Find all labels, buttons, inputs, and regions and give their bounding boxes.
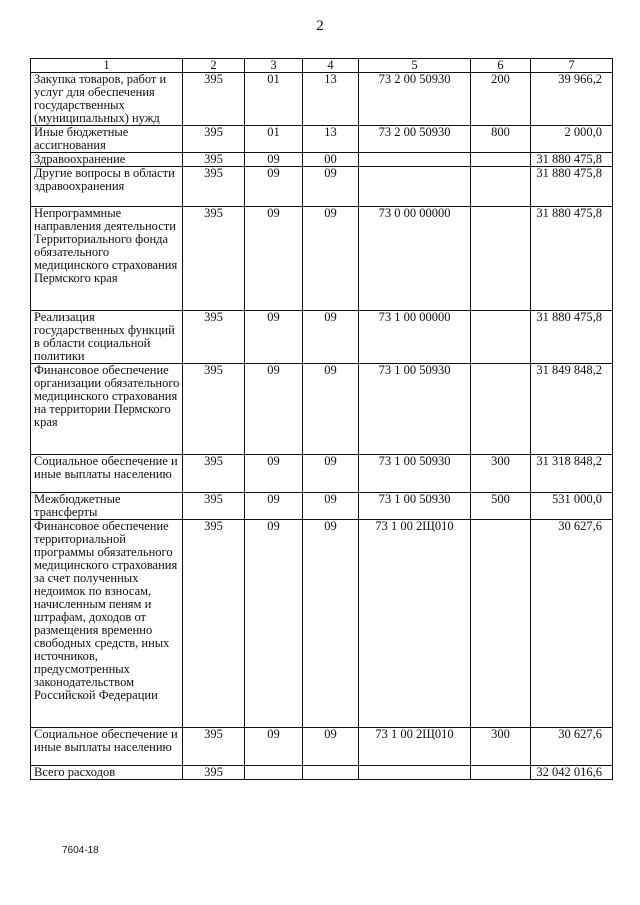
row-amount-cell: 39 966,2: [531, 73, 613, 126]
column-header: 2: [183, 59, 245, 73]
row-amount-cell: 30 627,6: [531, 520, 613, 728]
table-row: [31, 73, 613, 126]
row-code-cell: 395: [183, 520, 245, 728]
row-amount-cell: 31 318 848,2: [531, 455, 613, 493]
column-header: 7: [531, 59, 613, 73]
row-section-cell: 09: [245, 493, 303, 520]
row-expense-type-cell: [471, 364, 531, 455]
row-expense-type-cell: 300: [471, 728, 531, 766]
row-amount-cell: 31 880 475,8: [531, 153, 613, 167]
row-target-article-cell: [359, 766, 471, 780]
row-code-cell: 395: [183, 73, 245, 126]
table-row: [31, 766, 613, 780]
row-code-cell: 395: [183, 728, 245, 766]
table-row: [31, 207, 613, 311]
row-code-cell: 395: [183, 455, 245, 493]
table-row: [31, 311, 613, 364]
table-row: [31, 126, 613, 153]
row-expense-type-cell: [471, 167, 531, 207]
row-expense-type-cell: 300: [471, 455, 531, 493]
row-amount-cell: 31 880 475,8: [531, 207, 613, 311]
row-section-cell: 09: [245, 455, 303, 493]
row-subsection-cell: 09: [303, 167, 359, 207]
row-code-cell: 395: [183, 126, 245, 153]
row-section-cell: 09: [245, 207, 303, 311]
row-name-cell: Здравоохранение: [31, 153, 183, 167]
table-body: [31, 73, 613, 780]
column-header: 6: [471, 59, 531, 73]
row-target-article-cell: [359, 153, 471, 167]
row-amount-cell: 30 627,6: [531, 728, 613, 766]
column-header: 3: [245, 59, 303, 73]
row-code-cell: 395: [183, 153, 245, 167]
row-target-article-cell: 73 1 00 2Щ010: [359, 728, 471, 766]
table-row: [31, 153, 613, 167]
row-amount-cell: 31 880 475,8: [531, 167, 613, 207]
table-header-row: [31, 59, 613, 73]
row-amount-cell: 31 880 475,8: [531, 311, 613, 364]
row-code-cell: 395: [183, 311, 245, 364]
row-target-article-cell: 73 2 00 50930: [359, 73, 471, 126]
row-expense-type-cell: [471, 207, 531, 311]
row-expense-type-cell: [471, 520, 531, 728]
row-subsection-cell: 13: [303, 126, 359, 153]
row-expense-type-cell: [471, 153, 531, 167]
row-name-cell: Финансовое обеспечение территориальной программы обязательного медицинского страхования за счет полученных недоимок по взносам, начисленным пеням и штрафам, доходов от размещения временно свободных средств, иных источников, предусмотренных законодательством Российской Федерации: [31, 520, 183, 728]
row-section-cell: 09: [245, 728, 303, 766]
row-name-cell: Социальное обеспечение и иные выплаты населению: [31, 728, 183, 766]
row-name-cell: Межбюджетные трансферты: [31, 493, 183, 520]
row-section-cell: 09: [245, 153, 303, 167]
row-subsection-cell: 00: [303, 153, 359, 167]
document-code: 7604-18: [62, 845, 99, 856]
row-target-article-cell: [359, 167, 471, 207]
column-header: 5: [359, 59, 471, 73]
row-subsection-cell: 09: [303, 311, 359, 364]
column-header: 1: [31, 59, 183, 73]
row-subsection-cell: 13: [303, 73, 359, 126]
row-subsection-cell: 09: [303, 728, 359, 766]
table-row: [31, 728, 613, 766]
row-amount-cell: 31 849 848,2: [531, 364, 613, 455]
page-number: 2: [316, 18, 324, 34]
row-name-cell: Непрограммные направления деятельности Территориального фонда обязательного медицинского страхования Пермского края: [31, 207, 183, 311]
row-amount-cell: 2 000,0: [531, 126, 613, 153]
row-target-article-cell: 73 1 00 50930: [359, 455, 471, 493]
row-code-cell: 395: [183, 766, 245, 780]
row-amount-cell: 32 042 016,6: [531, 766, 613, 780]
row-target-article-cell: 73 2 00 50930: [359, 126, 471, 153]
row-expense-type-cell: 200: [471, 73, 531, 126]
row-section-cell: 09: [245, 520, 303, 728]
row-section-cell: 01: [245, 73, 303, 126]
budget-table: [30, 58, 613, 780]
row-amount-cell: 531 000,0: [531, 493, 613, 520]
row-section-cell: [245, 766, 303, 780]
table-row: [31, 455, 613, 493]
row-expense-type-cell: [471, 311, 531, 364]
row-section-cell: 09: [245, 364, 303, 455]
row-subsection-cell: 09: [303, 207, 359, 311]
row-name-cell: Реализация государственных функций в области социальной политики: [31, 311, 183, 364]
row-target-article-cell: 73 1 00 2Щ010: [359, 520, 471, 728]
row-name-cell: Всего расходов: [31, 766, 183, 780]
row-section-cell: 09: [245, 167, 303, 207]
row-section-cell: 09: [245, 311, 303, 364]
row-subsection-cell: 09: [303, 364, 359, 455]
row-expense-type-cell: [471, 766, 531, 780]
row-subsection-cell: [303, 766, 359, 780]
row-subsection-cell: 09: [303, 455, 359, 493]
row-target-article-cell: 73 0 00 00000: [359, 207, 471, 311]
row-target-article-cell: 73 1 00 50930: [359, 364, 471, 455]
row-code-cell: 395: [183, 207, 245, 311]
row-name-cell: Иные бюджетные ассигнования: [31, 126, 183, 153]
row-name-cell: Другие вопросы в области здравоохранения: [31, 167, 183, 207]
row-name-cell: Социальное обеспечение и иные выплаты населению: [31, 455, 183, 493]
table-row: [31, 364, 613, 455]
row-code-cell: 395: [183, 493, 245, 520]
row-target-article-cell: 73 1 00 00000: [359, 311, 471, 364]
row-name-cell: Закупка товаров, работ и услуг для обеспечения государственных (муниципальных) нужд: [31, 73, 183, 126]
row-expense-type-cell: 800: [471, 126, 531, 153]
row-expense-type-cell: 500: [471, 493, 531, 520]
table-row: [31, 167, 613, 207]
row-code-cell: 395: [183, 167, 245, 207]
row-name-cell: Финансовое обеспечение организации обязательного медицинского страхования на территории Пермского края: [31, 364, 183, 455]
row-section-cell: 01: [245, 126, 303, 153]
table-row: [31, 493, 613, 520]
row-target-article-cell: 73 1 00 50930: [359, 493, 471, 520]
column-header: 4: [303, 59, 359, 73]
row-subsection-cell: 09: [303, 520, 359, 728]
row-subsection-cell: 09: [303, 493, 359, 520]
row-code-cell: 395: [183, 364, 245, 455]
table-row: [31, 520, 613, 728]
